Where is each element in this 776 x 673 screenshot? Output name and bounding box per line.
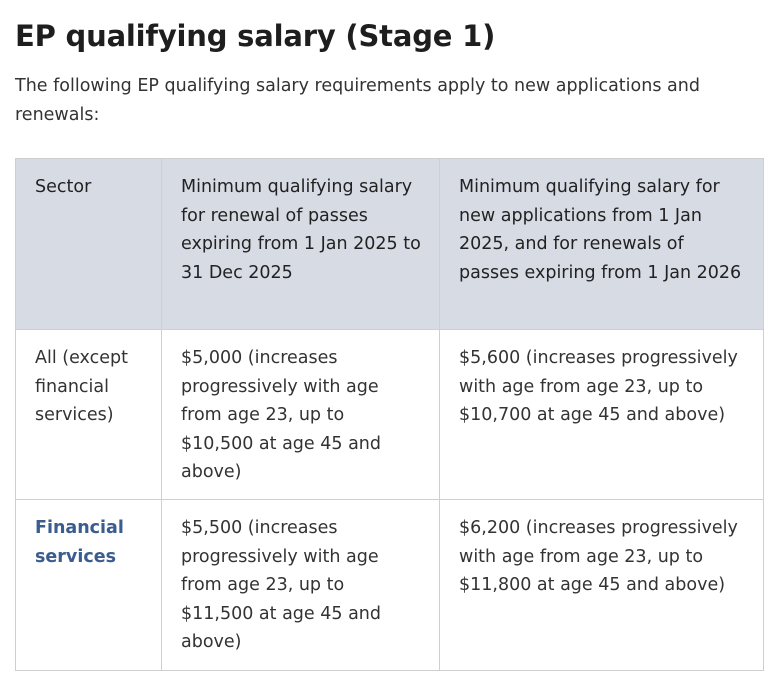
- cell-renewal-salary: $5,000 (increases progressively with age from age 23, up to $10,500 at age 45 and above): [162, 330, 440, 500]
- cell-new-application-salary: $6,200 (increases progressively with age from age 23, up to $11,800 at age 45 and above): [440, 500, 764, 671]
- cell-sector: [16, 500, 162, 671]
- salary-table: [15, 158, 764, 671]
- page-title: EP qualifying salary (Stage 1): [15, 19, 496, 53]
- cell-renewal-salary: $5,500 (increases progressively with age from age 23, up to $11,500 at age 45 and above): [162, 500, 440, 671]
- header-new-application-salary: Minimum qualifying salary for new applications from 1 Jan 2025, and for renewals of passes expiring from 1 Jan 2026: [440, 159, 764, 330]
- table-row: [16, 500, 764, 671]
- header-sector: Sector: [16, 159, 162, 330]
- cell-sector: All (except financial services): [16, 330, 162, 500]
- table-row: [16, 330, 764, 500]
- financial-services-link[interactable]: Financial services: [35, 518, 124, 567]
- cell-new-application-salary: $5,600 (increases progressively with age from age 23, up to $10,700 at age 45 and above): [440, 330, 764, 500]
- header-renewal-salary: Minimum qualifying salary for renewal of passes expiring from 1 Jan 2025 to 31 Dec 2025: [162, 159, 440, 330]
- intro-text: The following EP qualifying salary requirements apply to new applications and renewals:: [15, 76, 700, 125]
- table-header-row: [16, 159, 764, 330]
